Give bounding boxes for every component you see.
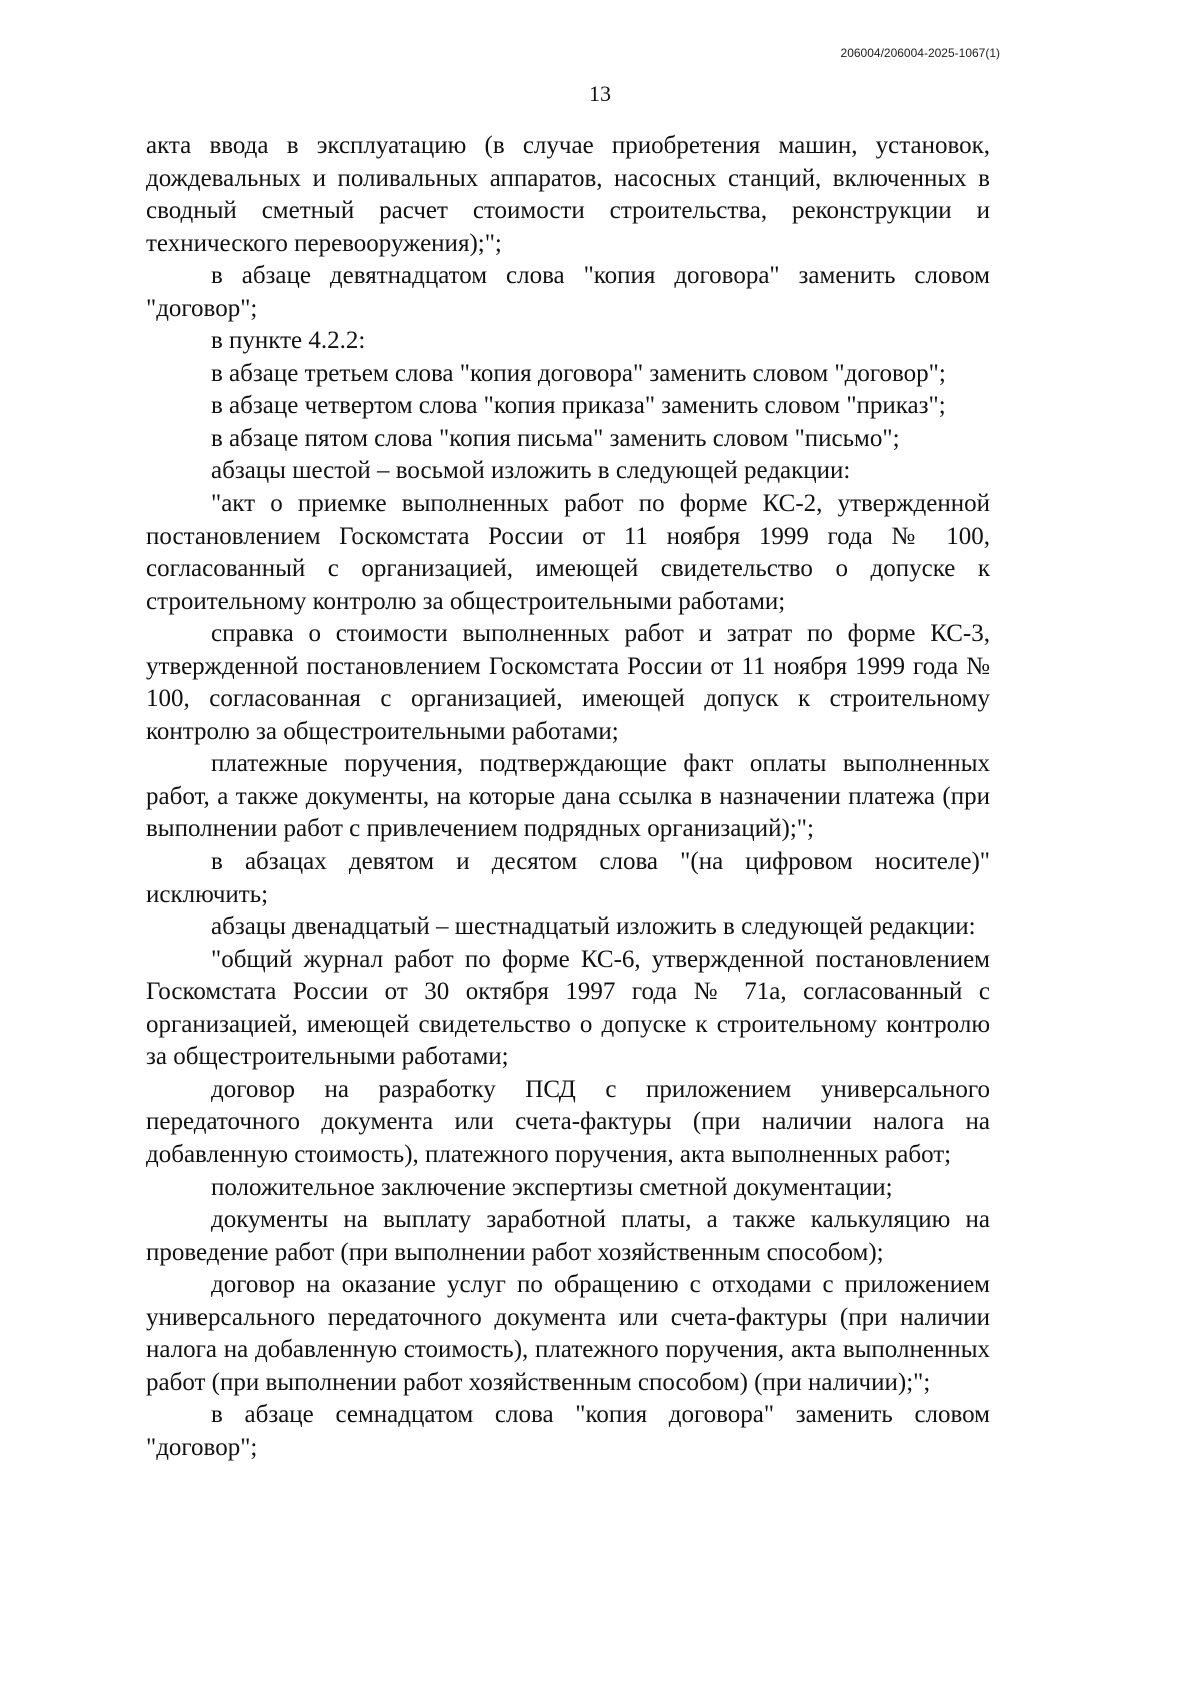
paragraph: положительное заключение экспертизы сметной документации; xyxy=(211,1173,893,1201)
paragraph: абзацы шестой – восьмой изложить в следующей редакции: xyxy=(211,457,851,485)
paragraph: справка о стоимости выполненных работ и затрат по форме КС-3, утвержденной постановлением Госкомстата России от 11 ноября 1999 года № 100, согласованная с организацией, имеющей допуск к строительному контролю за общестроительными работами; xyxy=(146,620,990,745)
paragraph: договор на оказание услуг по обращению с отходами с приложением универсального передаточного документа или счета-фактуры (при наличии налога на добавленную стоимость), платежного поручения, акта выполненных работ (при выполнении работ хозяйственным способом) (при наличии);"; xyxy=(146,1271,990,1396)
document-body xyxy=(146,130,990,1464)
paragraph: платежные поручения, подтверждающие факт оплаты выполненных работ, а также документы, на которые дана ссылка в назначении платежа (при выполнении работ с привлечением подрядных организаций);"; xyxy=(146,750,990,843)
paragraph: акта ввода в эксплуатацию (в случае приобретения машин, установок, дождевальных и поливальных аппаратов, насосных станций, включенных в сводный сметный расчет стоимости строительства, реконструкции и технического перевооружения);"; xyxy=(146,132,990,257)
page-number: 13 xyxy=(589,81,611,106)
paragraph: в пункте 4.2.2: xyxy=(211,327,366,355)
paragraph: договор на разработку ПСД с приложением универсального передаточного документа или счета-фактуры (при наличии налога на добавленную стоимость), платежного поручения, акта выполненных работ; xyxy=(146,1075,990,1168)
paragraph: в абзаце пятом слова "копия письма" заменить словом "письмо"; xyxy=(211,424,900,452)
paragraph: абзацы двенадцатый – шестнадцатый изложить в следующей редакции: xyxy=(211,913,976,941)
paragraph: в абзацах девятом и десятом слова "(на цифровом носителе)" исключить; xyxy=(146,848,990,908)
paragraph: "акт о приемке выполненных работ по форме КС-2, утвержденной постановлением Госкомстата России от 11 ноября 1999 года № 100, согласованный с организацией, имеющей свидетельство о допуске к строительному контролю за общестроительными работами; xyxy=(146,490,990,615)
paragraph: в абзаце девятнадцатом слова "копия договора" заменить словом "договор"; xyxy=(146,262,990,322)
paragraph: в абзаце третьем слова "копия договора" заменить словом "договор"; xyxy=(211,359,946,387)
paragraph: "общий журнал работ по форме КС-6, утвержденной постановлением Госкомстата России от 30 октября 1997 года № 71а, согласованный с организацией, имеющей свидетельство о допуске к строительному контролю за общестроительными работами; xyxy=(146,945,990,1071)
paragraph: в абзаце семнадцатом слова "копия договора" заменить словом "договор"; xyxy=(146,1401,990,1461)
document-id: 206004/206004-2025-1067(1) xyxy=(840,46,1000,60)
paragraph: документы на выплату заработной платы, а также калькуляцию на проведение работ (при выполнении работ хозяйственным способом); xyxy=(146,1206,990,1266)
paragraph: в абзаце четвертом слова "копия приказа" заменить словом "приказ"; xyxy=(211,392,946,420)
